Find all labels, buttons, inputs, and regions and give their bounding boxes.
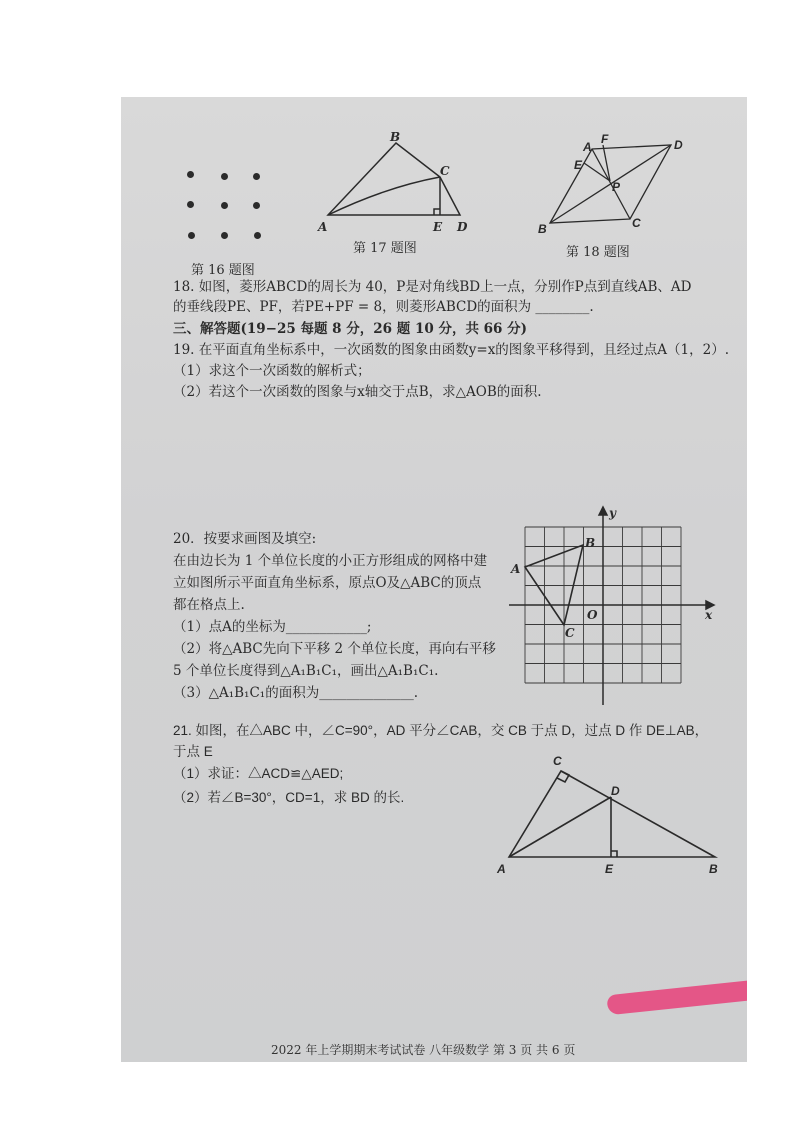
q21-part-2: （2）若∠B=30°，CD=1，求 BD 的长. <box>173 790 405 805</box>
fig20-label-a: A <box>511 562 521 576</box>
q20-part-2a: （2）将△ABC先向下平移 2 个单位长度，再向右平移 <box>173 641 496 657</box>
exam-page <box>121 97 747 1062</box>
fig20-label-y: y <box>609 506 616 520</box>
q18-line-1: 18. 如图，菱形ABCD的周长为 40，P是对角线BD上一点，分别作P点到直线AB、AD <box>173 279 692 295</box>
q18-line-2: 的垂线段PE、PF，若PE+PF = 8，则菱形ABCD的面积为 ________. <box>173 299 594 315</box>
fig18-label-e: E <box>574 158 583 172</box>
fig17-label-b: B <box>390 130 401 144</box>
fig17-label-a: A <box>318 220 328 234</box>
grid-dot <box>254 232 261 239</box>
grid-dot <box>188 232 195 239</box>
q20-part-3: （3）△A₁B₁C₁的面积为______________. <box>173 685 418 701</box>
y-axis-arrow <box>599 507 607 515</box>
fig21-label-b: B <box>709 862 718 876</box>
fig21-label-c: C <box>553 754 562 768</box>
fig17-label-c: C <box>440 164 450 178</box>
fig18-label-a: A <box>583 140 592 154</box>
fig21-label-d: D <box>611 784 620 798</box>
grid-dot <box>253 202 260 209</box>
fig20-label-b: B <box>585 536 596 550</box>
q20-part-2b: 5 个单位长度得到△A₁B₁C₁，画出△A₁B₁C₁. <box>173 663 439 679</box>
figure-18-diagram <box>536 133 696 239</box>
grid-dot <box>187 201 194 208</box>
q20-line-2: 立如图所示平面直角坐标系，原点O及△ABC的顶点 <box>173 575 482 591</box>
q21-stem-2: 于点 E <box>173 744 213 759</box>
fig18-label-d: D <box>674 138 683 152</box>
q20-line-3: 都在格点上. <box>173 597 245 613</box>
fig18-label-p: P <box>612 180 621 194</box>
q20-stem: 20．按要求画图及填空: <box>173 531 317 547</box>
figure-16-caption: 第 16 题图 <box>191 263 255 278</box>
q20-part-1: （1）点A的坐标为____________; <box>173 619 372 635</box>
fig20-label-c: C <box>565 626 575 640</box>
figure-20-grid <box>509 505 719 710</box>
triangle-abc <box>525 545 583 625</box>
fig20-label-o: O <box>587 608 598 622</box>
grid-dot <box>253 173 260 180</box>
fig17-label-d: D <box>457 220 468 234</box>
fig20-label-x: x <box>705 608 713 622</box>
grid-dot <box>221 173 228 180</box>
fig21-label-a: A <box>497 862 506 876</box>
figure-18-caption: 第 18 题图 <box>566 245 630 260</box>
fig21-label-e: E <box>605 862 614 876</box>
q20-line-1: 在由边长为 1 个单位长度的小正方形组成的网格中建 <box>173 553 488 569</box>
fig18-label-b: B <box>538 222 547 236</box>
fig18-label-c: C <box>632 216 641 230</box>
q21-part-1: （1）求证：△ACD≌△AED; <box>173 766 344 781</box>
q19-part-1: （1）求这个一次函数的解析式； <box>173 363 371 379</box>
fig17-label-e: E <box>433 220 443 234</box>
fig18-label-f: F <box>601 133 609 146</box>
figure-17-caption: 第 17 题图 <box>353 241 417 256</box>
figure-17-diagram <box>316 129 476 239</box>
highlighter-mark <box>606 979 747 1016</box>
figure-21-diagram <box>491 747 731 887</box>
q19-stem: 19. 在平面直角坐标系中，一次函数的图象由函数y=x的图象平移得到，且经过点A（1，2）. <box>173 342 730 358</box>
q21-stem: 21. 如图，在△ABC 中，∠C=90°，AD 平分∠CAB，交 CB 于点 D，过点 D 作 DE⊥AB， <box>173 723 709 738</box>
grid-dot <box>187 171 194 178</box>
grid-dot <box>221 202 228 209</box>
q19-part-2: （2）若这个一次函数的图象与x轴交于点B，求△AOB的面积. <box>173 384 542 400</box>
page-footer: 2022 年上学期期末考试试卷 八年级数学 第 3 页 共 6 页 <box>271 1043 576 1057</box>
section-3-heading: 三、解答题(19−25 每题 8 分，26 题 10 分，共 66 分) <box>173 321 528 337</box>
grid-dot <box>221 232 228 239</box>
